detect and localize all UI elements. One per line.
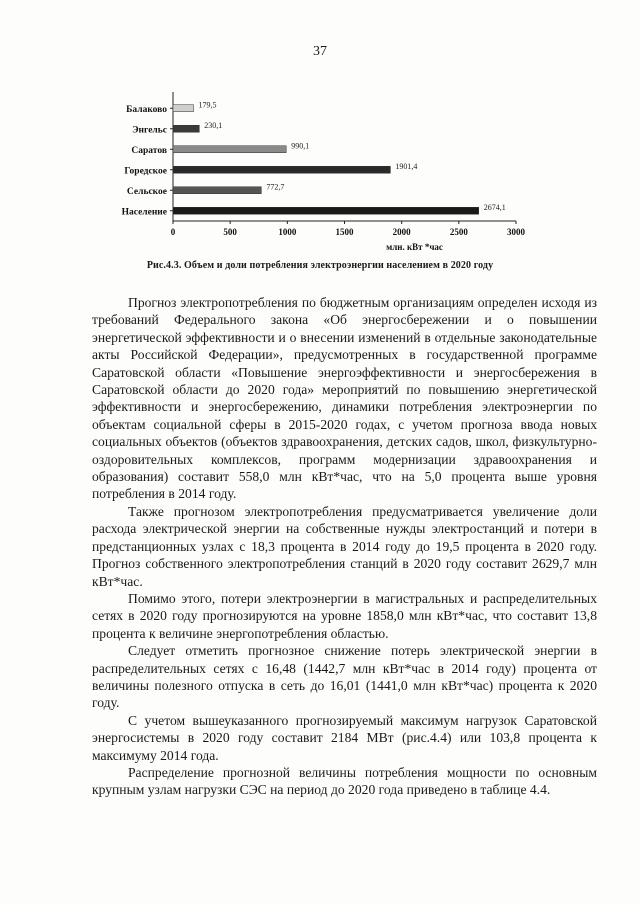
value-label: 990,1 [291,141,310,151]
value-label: 179,5 [198,100,217,110]
paragraph: Помимо этого, потери электроэнергии в магистральных и распределительных сетях в 2020 году прогнозируются на уровне 1858,0 млн кВт*час, что составит 13,8 процента к величине энергопотребления областью. [92,590,597,641]
body-text [92,294,597,799]
data-bar [173,146,286,153]
x-tick-label: 1000 [278,227,297,237]
data-bar [173,187,261,194]
data-bar [173,166,390,173]
value-label: 230,1 [204,120,223,130]
page-number: 37 [313,44,327,59]
x-tick-label: 2500 [449,227,468,237]
figure-caption: Рис.4.3. Объем и доли потребления электроэнергии населением в 2020 году [146,260,494,271]
x-tick-label: 500 [223,227,237,237]
x-tick-label: 3000 [507,227,525,237]
consumption-bar-chart [95,88,545,252]
value-label: 2674,1 [483,202,506,212]
x-axis-title: млн. кВт *час [386,242,443,252]
paragraph: Прогноз электропотребления по бюджетным организациям определен исходя из требований Федерального закона «Об энергосбережении и о повышении энергетической эффективности и о внесении изменений в отдельные законодательные акты Российской Федерации», предусмотренных в государственной программе Саратовской области «Повышение энергоэффективности и энергосбережения в Саратовской области до 2020 года» мероприятий по повышению энергетической эффективности и энергосбережению, динамики потребления электроэнергии по объектам социальной сферы в 2015-2020 годах, с учетом прогноза ввода новых социальных объектов (объектов здравоохранения, детских садов, школ, физкультурно-оздоровительных комплексов, программ модернизации здравоохранения и образования) составит 558,0 млн кВт*час, что на 5,0 процента выше уровня потребления в 2014 году. [92,295,597,502]
data-bar [173,105,194,112]
category-label: Население [121,207,167,218]
category-label: Саратов [131,145,167,156]
paragraph: Также прогнозом электропотребления предусматривается увеличение доли расхода электрической энергии на собственные нужды электростанций и потери в предстанционных узлах с 18,3 процента в 2014 году до 19,5 процента в 2020 году. Прогноз собственного электропотребления станций в 2020 году составит 2629,7 млн кВт*час. [92,503,597,589]
x-tick-label: 2000 [392,227,411,237]
data-bar [173,125,199,132]
paragraph: Распределение прогнозной величины потребления мощности по основным крупным узлам нагрузки СЭС на период до 2020 года приведено в таблице 4.4. [92,764,597,798]
paragraph: С учетом вышеуказанного прогнозируемый максимум нагрузок Саратовской энергосистемы в 2020 году составит 2184 МВт (рис.4.4) или 103,8 процента к максимуму 2014 года. [92,712,597,763]
category-label: Сельское [126,186,167,197]
category-label: Энгельс [132,125,167,136]
data-bar [173,207,479,214]
value-label: 1901,4 [395,161,418,171]
x-tick-label: 1500 [335,227,354,237]
category-label: Горедское [124,166,167,177]
x-tick-label: 0 [170,227,176,237]
value-label: 772,7 [266,182,285,192]
category-label: Балаково [126,104,167,115]
paragraph: Следует отметить прогнозное снижение потерь электрической энергии в распределительных сетях с 16,48 (1442,7 млн кВт*час в 2014 году) процента от величины полезного отпуска в сеть до 16,01 (1441,0 млн кВт*час) процента к 2020 году. [92,643,597,711]
